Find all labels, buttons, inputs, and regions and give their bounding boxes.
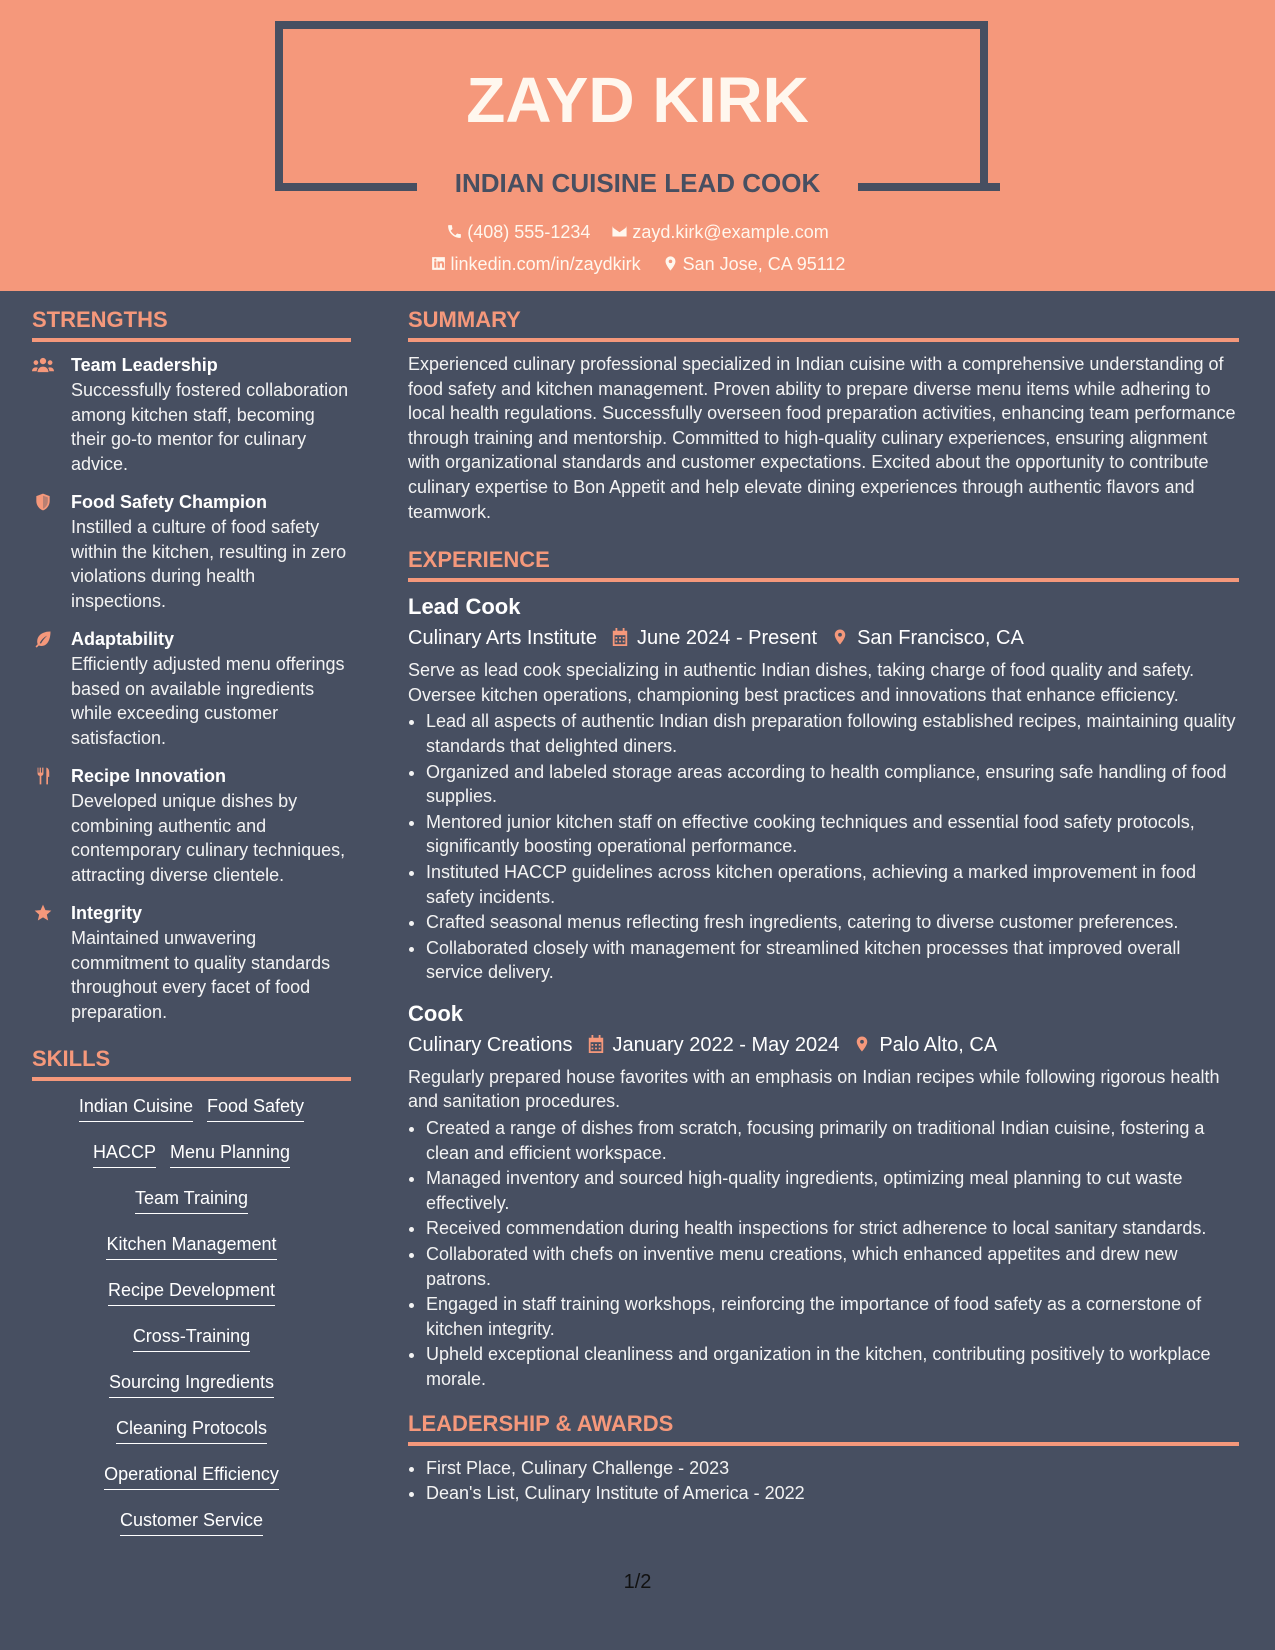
skill-row	[32, 1093, 351, 1122]
map-pin-icon	[831, 627, 849, 647]
job-location: Palo Alto, CA	[853, 1029, 997, 1061]
left-column	[32, 302, 351, 1553]
job-dates: June 2024 - Present	[611, 622, 817, 654]
skill-tag: Kitchen Management	[106, 1231, 276, 1260]
skill-tag: HACCP	[93, 1139, 156, 1168]
summary-heading: SUMMARY	[408, 302, 1239, 342]
list-item: • Managed inventory and sourced high-quality ingredients, optimizing meal planning to cut waste effectively.	[426, 1166, 1239, 1215]
phone-icon	[446, 223, 463, 240]
leaf-icon	[32, 629, 56, 649]
contact-row-1	[0, 219, 1275, 245]
strength-description: Successfully fostered collaboration among kitchen staff, becoming their go-to mentor for culinary advice.	[71, 380, 349, 474]
job-bullets	[408, 709, 1239, 985]
job-meta	[408, 622, 1239, 654]
job-entry	[408, 999, 1239, 1392]
list-item: • Collaborated closely with management for streamlined kitchen processes that improved overall service delivery.	[426, 936, 1239, 985]
job-company: Culinary Creations	[408, 1033, 573, 1056]
jobs-list	[408, 592, 1239, 1391]
job-bullets	[408, 1116, 1239, 1392]
list-item: • Lead all aspects of authentic Indian dish preparation following established recipes, maintaining quality standards that delighted diners.	[426, 709, 1239, 758]
list-item: • Engaged in staff training workshops, reinforcing the importance of food safety as a cornerstone of kitchen integrity.	[426, 1292, 1239, 1341]
right-column	[408, 302, 1239, 1507]
skill-row	[32, 1369, 351, 1398]
list-item: • Upheld exceptional cleanliness and organization in the kitchen, contributing positively to workplace morale.	[426, 1342, 1239, 1391]
strength-item	[32, 489, 351, 613]
strength-name: Recipe Innovation	[71, 766, 227, 786]
strength-description: Efficiently adjusted menu offerings based on available ingredients while exceeding customer satisfaction.	[71, 654, 345, 748]
star-icon	[32, 903, 56, 923]
contact-row-2	[0, 251, 1275, 277]
list-item: • Instituted HACCP guidelines across kitchen operations, achieving a marked improvement in food safety incidents.	[426, 860, 1239, 909]
linkedin-contact[interactable]: linkedin.com/in/zaydkirk	[430, 251, 641, 277]
job-dates: January 2022 - May 2024	[587, 1029, 840, 1061]
strength-item	[32, 763, 351, 887]
map-pin-icon	[662, 255, 679, 272]
candidate-name: ZAYD KIRK	[466, 64, 809, 136]
calendar-icon	[587, 1034, 605, 1054]
job-description: Serve as lead cook specializing in authentic Indian dishes, taking charge of food quality and safety. Oversee kitchen operations, championing best practices and innovations that enhance efficiency.	[408, 660, 1195, 705]
skill-row	[32, 1277, 351, 1306]
strength-description: Developed unique dishes by combining authentic and contemporary culinary techniques, attracting diverse clientele.	[71, 791, 346, 885]
skill-row	[32, 1415, 351, 1444]
skill-tag: Indian Cuisine	[79, 1093, 193, 1122]
skill-tag: Operational Efficiency	[104, 1461, 279, 1490]
page-number: 1/2	[623, 1571, 652, 1593]
job-entry	[408, 592, 1239, 985]
calendar-icon	[611, 627, 629, 647]
strength-item	[32, 626, 351, 750]
location-contact: San Jose, CA 95112	[662, 251, 846, 277]
strengths-heading: STRENGTHS	[32, 302, 351, 342]
job-role: Cook	[408, 1000, 463, 1026]
job-location: San Francisco, CA	[831, 622, 1024, 654]
skill-row	[32, 1231, 351, 1260]
list-item: • Created a range of dishes from scratch, focusing primarily on traditional Indian cuisine, fostering a clean and efficient workspace.	[426, 1116, 1239, 1165]
strengths-list	[32, 352, 351, 1024]
phone-contact[interactable]: (408) 555-1234	[446, 219, 590, 245]
strength-name: Integrity	[71, 903, 143, 923]
skill-row	[32, 1185, 351, 1214]
shield-icon	[32, 492, 56, 512]
strength-name: Food Safety Champion	[71, 492, 268, 512]
header-banner	[0, 0, 1275, 291]
award-item: • First Place, Culinary Challenge - 2023	[426, 1456, 1239, 1481]
award-item: • Dean's List, Culinary Institute of America - 2022	[426, 1481, 1239, 1506]
map-pin-icon	[853, 1034, 871, 1054]
list-item: • Organized and labeled storage areas according to health compliance, ensuring safe handling of food supplies.	[426, 760, 1239, 809]
skill-tag: Cross-Training	[133, 1323, 250, 1352]
list-item: • Mentored junior kitchen staff on effective cooking techniques and essential food safety protocols, significantly boosting operational performance.	[426, 810, 1239, 859]
strength-item	[32, 900, 351, 1024]
job-meta	[408, 1029, 1239, 1061]
skills-list	[32, 1093, 351, 1536]
skill-tag: Sourcing Ingredients	[109, 1369, 274, 1398]
envelope-icon	[611, 223, 628, 240]
list-item: • Collaborated with chefs on inventive menu creations, which enhanced appetites and drew new patrons.	[426, 1242, 1239, 1291]
strength-item	[32, 352, 351, 476]
strength-name: Adaptability	[71, 629, 175, 649]
strength-description: Maintained unwavering commitment to quality standards throughout every facet of food preparation.	[71, 928, 331, 1022]
summary-text: Experienced culinary professional specialized in Indian cuisine with a comprehensive understanding of food safety and kitchen management. Proven ability to prepare diverse menu items while adhering to local health regulations. Successfully overseen food preparation activities, enhancing team performance through training and mentorship. Committed to high-quality culinary experiences, ensuring alignment with organizational standards and customer expectations. Excited about the opportunity to contribute culinary expertise to Bon Appetit and help elevate dining experiences through authentic flavors and teamwork.	[408, 354, 1236, 522]
awards-heading: LEADERSHIP & AWARDS	[408, 1406, 1239, 1446]
skill-row	[32, 1139, 351, 1168]
job-role: Lead Cook	[408, 594, 521, 620]
skill-tag: Cleaning Protocols	[116, 1415, 267, 1444]
skill-row	[32, 1507, 351, 1536]
skills-heading: SKILLS	[32, 1041, 351, 1081]
email-contact[interactable]: zayd.kirk@example.com	[611, 219, 828, 245]
awards-list	[408, 1456, 1239, 1506]
skill-row	[32, 1323, 351, 1352]
strength-name: Team Leadership	[71, 355, 218, 375]
linkedin-icon	[430, 255, 447, 272]
skill-tag: Food Safety	[207, 1093, 304, 1122]
skill-tag: Customer Service	[120, 1507, 263, 1536]
job-company: Culinary Arts Institute	[408, 627, 597, 650]
users-icon	[32, 355, 56, 375]
job-title-heading: INDIAN CUISINE LEAD COOK	[454, 168, 821, 198]
utensils-icon	[32, 766, 56, 786]
skill-tag: Menu Planning	[170, 1139, 290, 1168]
job-description: Regularly prepared house favorites with an emphasis on Indian recipes while following rigorous health and sanitation procedures.	[408, 1066, 1220, 1112]
strength-description: Instilled a culture of food safety within the kitchen, resulting in zero violations during health inspections.	[71, 517, 347, 611]
list-item: • Received commendation during health inspections for strict adherence to local sanitary standards.	[426, 1216, 1239, 1241]
skill-tag: Recipe Development	[108, 1277, 275, 1306]
list-item: • Crafted seasonal menus reflecting fresh ingredients, catering to diverse customer preferences.	[426, 910, 1239, 935]
skill-row	[32, 1461, 351, 1490]
experience-heading: EXPERIENCE	[408, 542, 1239, 582]
skill-tag: Team Training	[135, 1185, 248, 1214]
